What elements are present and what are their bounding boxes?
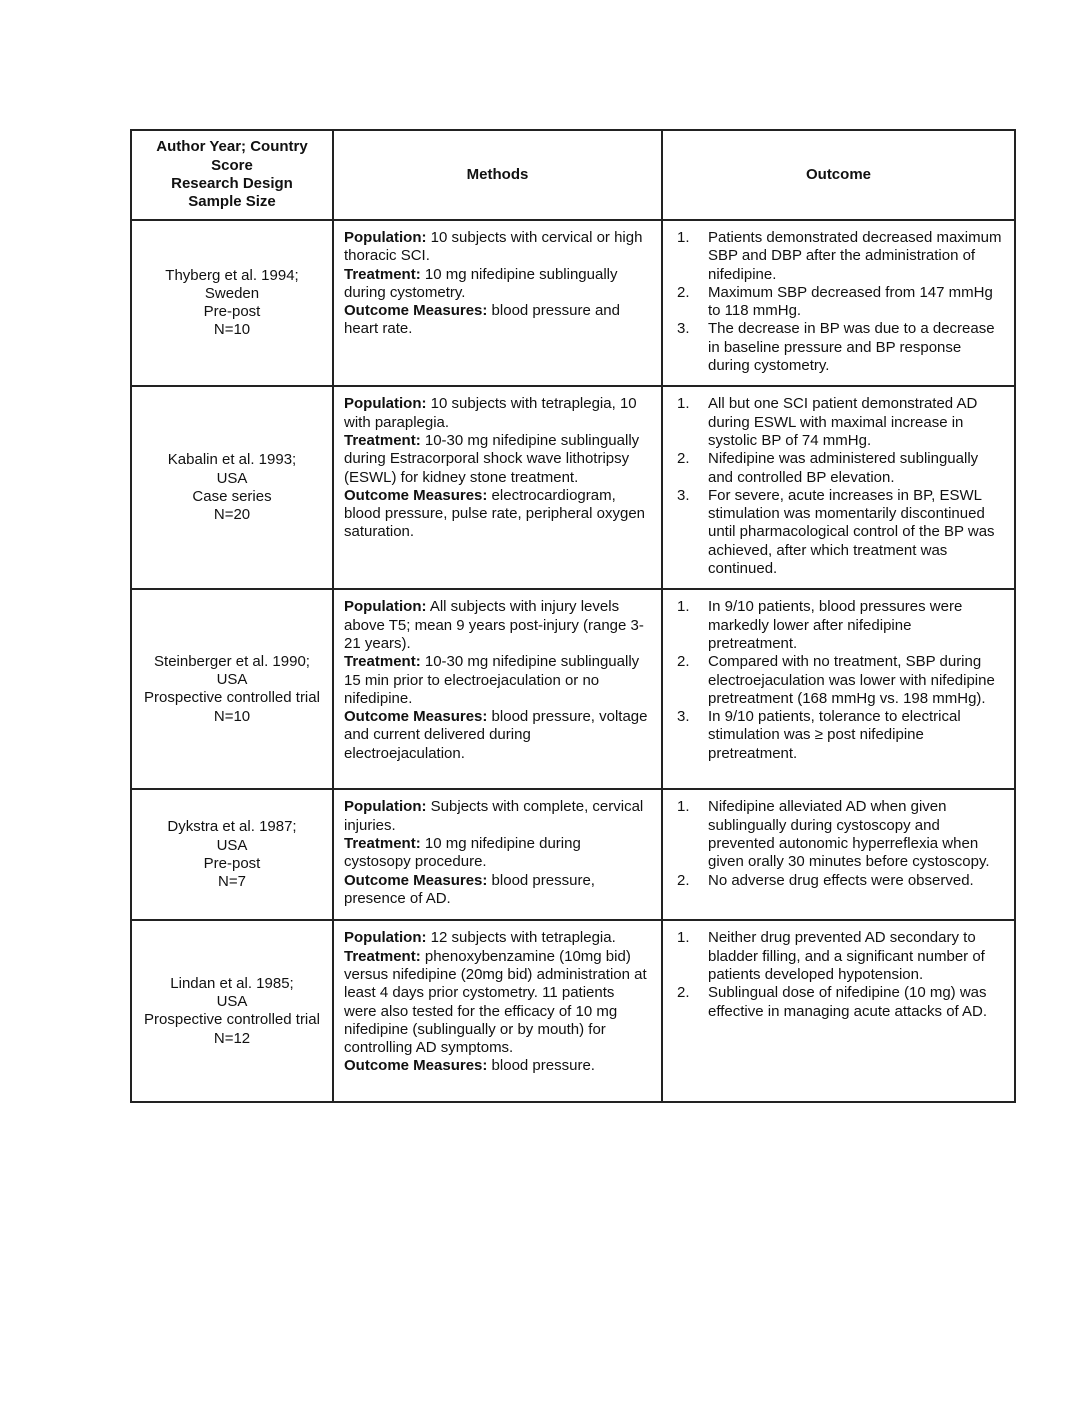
list-item [677, 450, 1002, 487]
outcome-cell [662, 789, 1015, 920]
population-text: All subjects with injury levels above T5; mean 9 years post-injury (range 3-21 years). [344, 598, 644, 652]
population-label: Population: [344, 798, 427, 816]
outcome-measures-label: Outcome Measures: [344, 302, 488, 320]
outcome-list [677, 929, 1002, 1020]
table-row [131, 920, 1015, 1102]
outcome-text: Patients demonstrated decreased maximum SBP and DBP after the administration of nifedipine. [708, 229, 1002, 283]
treatment-label: Treatment: [344, 653, 421, 671]
table-header [131, 130, 1015, 220]
study-line: Pre-post [203, 854, 261, 872]
population-text: 12 subjects with tetraplegia. [426, 929, 616, 947]
population-text: Subjects with complete, cervical injuries. [344, 798, 644, 834]
outcome-text: Maximum SBP decreased from 147 mmHg to 118 mmHg. [708, 283, 993, 320]
population-label: Population: [344, 229, 427, 246]
outcome-text: In 9/10 patients, blood pressures were markedly lower after nifedipine pretreatment. [708, 598, 963, 652]
treatment-text: 10-30 mg nifedipine sublingually 15 min prior to electroejaculation or no nifedipine. [344, 653, 640, 707]
methods-cell [333, 220, 662, 386]
study-line: USA [216, 469, 248, 487]
list-item [677, 284, 1002, 321]
outcome-text: For severe, acute increases in BP, ESWL stimulation was momentarily discontinued until pharmacological control of the BP was achieved, after which treatment was continued. [708, 486, 995, 578]
study-cell [131, 386, 333, 589]
outcome-measures-text: blood pressure, presence of AD. [344, 871, 595, 907]
table-row [131, 386, 1015, 589]
outcome-measures-label: Outcome Measures: [344, 708, 488, 726]
treatment-text: 10 mg nifedipine during cystosopy procedure. [344, 834, 581, 871]
study-line: Lindan et al. 1985; [170, 974, 294, 992]
outcome-number: 2. [677, 653, 690, 671]
outcome-number: 1. [677, 598, 690, 616]
population-label: Population: [344, 395, 427, 413]
methods-cell [333, 920, 662, 1102]
population-text: 10 subjects with tetraplegia, 10 with paraplegia. [344, 395, 637, 431]
outcome-number: 3. [677, 708, 690, 726]
treatment-text: 10-30 mg nifedipine sublingually during Estracorporal shock wave lithotripsy (ESWL) for kidney stone treatment. [344, 431, 640, 486]
list-item [677, 708, 1002, 763]
methods-text [344, 229, 651, 339]
treatment-label: Treatment: [344, 834, 421, 852]
list-item [677, 653, 1002, 708]
table-row [131, 220, 1015, 386]
study-line: Thyberg et al. 1994; [165, 266, 299, 284]
outcome-cell [662, 220, 1015, 386]
treatment-label: Treatment: [344, 947, 421, 965]
outcome-list [677, 798, 1002, 889]
study-line: USA [216, 836, 248, 854]
study-line: N=7 [218, 873, 246, 891]
header-outcome-column: Outcome [662, 130, 1015, 220]
outcome-text: All but one SCI patient demonstrated AD during ESWL with maximal increase in systolic BP of 74 mmHg. [708, 395, 978, 449]
outcome-measures-text: blood pressure and heart rate. [344, 302, 620, 338]
study-line: Steinberger et al. 1990; [154, 652, 310, 670]
outcome-number: 3. [677, 486, 690, 504]
methods-cell [333, 386, 662, 589]
outcome-text: Nifedipine was administered sublingually and controlled BP elevation. [708, 450, 979, 486]
study-line: USA [216, 671, 248, 689]
treatment-text: 10 mg nifedipine sublingually during cystometry. [344, 265, 618, 301]
study-line: Kabalin et al. 1993; [167, 451, 297, 469]
outcome-cell [662, 920, 1015, 1102]
outcome-text: Compared with no treatment, SBP during electroejaculation was lower with nifedipine pretreatment (168 mmHg vs. 198 mmHg). [708, 653, 995, 707]
outcome-measures-label: Outcome Measures: [344, 1057, 488, 1075]
list-item [677, 487, 1002, 578]
header-study-column [131, 130, 333, 220]
outcome-text: The decrease in BP was due to a decrease in baseline pressure and BP response during cystometry. [708, 320, 995, 375]
population-text: 10 subjects with cervical or high thoracic SCI. [344, 229, 643, 265]
methods-text [344, 598, 651, 763]
study-line: USA [216, 993, 248, 1011]
population-label: Population: [344, 598, 427, 616]
outcome-text: Sublingual dose of nifedipine (10 mg) was effective in managing acute attacks of AD. [708, 984, 988, 1020]
header-line: Score [211, 156, 253, 174]
study-line: Case series [192, 487, 272, 505]
study-cell [131, 220, 333, 386]
treatment-label: Treatment: [344, 431, 421, 449]
header-line: Author Year; Country [156, 138, 308, 156]
header-row [131, 130, 1015, 220]
outcome-list [677, 229, 1002, 375]
study-cell [131, 920, 333, 1102]
outcome-number: 2. [677, 984, 690, 1002]
outcome-number: 1. [677, 798, 690, 816]
methods-text [344, 395, 651, 541]
list-item [677, 929, 1002, 984]
outcome-measures-label: Outcome Measures: [344, 486, 488, 504]
outcome-text: Neither drug prevented AD secondary to bladder filling, and a significant number of patients developed hypotension. [708, 929, 985, 983]
list-item [677, 598, 1002, 653]
list-item [677, 229, 1002, 284]
table-row [131, 789, 1015, 920]
outcome-text: No adverse drug effects were observed. [708, 871, 974, 889]
table-body [131, 220, 1015, 1102]
study-line: Pre-post [203, 303, 261, 321]
outcome-number: 1. [677, 229, 690, 246]
outcome-cell [662, 589, 1015, 789]
study-line: Prospective controlled trial [144, 689, 320, 707]
table-row [131, 589, 1015, 789]
methods-text [344, 929, 651, 1075]
outcome-number: 3. [677, 320, 690, 338]
outcome-text: In 9/10 patients, tolerance to electrical stimulation was ≥ post nifedipine pretreatment. [708, 708, 961, 762]
study-line: N=10 [213, 707, 251, 725]
outcome-list [677, 395, 1002, 578]
outcome-measures-text: electrocardiogram, blood pressure, pulse rate, peripheral oxygen saturation. [344, 486, 646, 541]
header-line: Research Design [171, 175, 293, 192]
outcome-number: 2. [677, 871, 690, 889]
list-item [677, 872, 1002, 890]
study-cell [131, 789, 333, 920]
outcome-measures-label: Outcome Measures: [344, 871, 488, 889]
outcome-number: 1. [677, 929, 690, 947]
study-line: N=10 [213, 321, 251, 339]
outcome-measures-text: blood pressure, voltage and current delivered during electroejaculation. [344, 708, 648, 762]
treatment-label: Treatment: [344, 265, 421, 283]
outcome-cell [662, 386, 1015, 589]
list-item [677, 798, 1002, 871]
study-line: Dykstra et al. 1987; [167, 818, 297, 836]
study-line: N=12 [213, 1029, 251, 1047]
study-line: Prospective controlled trial [144, 1011, 320, 1029]
list-item [677, 320, 1002, 375]
outcome-number: 2. [677, 450, 690, 468]
treatment-text: phenoxybenzamine (10mg bid) versus nifedipine (20mg bid) administration at least 4 days prior cystometry. 11 patients were also tested for the efficacy of 10 mg nifedipine (sublingually or by mouth) for controlling AD symptoms. [344, 947, 647, 1057]
methods-cell [333, 589, 662, 789]
list-item [677, 984, 1002, 1021]
study-line: Sweden [204, 284, 260, 302]
methods-cell [333, 789, 662, 920]
methods-text [344, 798, 651, 908]
outcome-measures-text: blood pressure. [487, 1057, 595, 1075]
outcome-number: 2. [677, 283, 690, 301]
outcome-list [677, 598, 1002, 763]
header-line: Sample Size [188, 193, 276, 211]
population-label: Population: [344, 929, 427, 947]
outcome-text: Nifedipine alleviated AD when given sublingually during cystoscopy and prevented autonomic hyperreflexia when given orally 30 minutes before cystoscopy. [708, 798, 990, 871]
header-methods-column: Methods [333, 130, 662, 220]
evidence-table [130, 129, 1016, 1103]
list-item [677, 395, 1002, 450]
study-cell [131, 589, 333, 789]
outcome-number: 1. [677, 395, 690, 413]
study-line: N=20 [213, 506, 251, 524]
